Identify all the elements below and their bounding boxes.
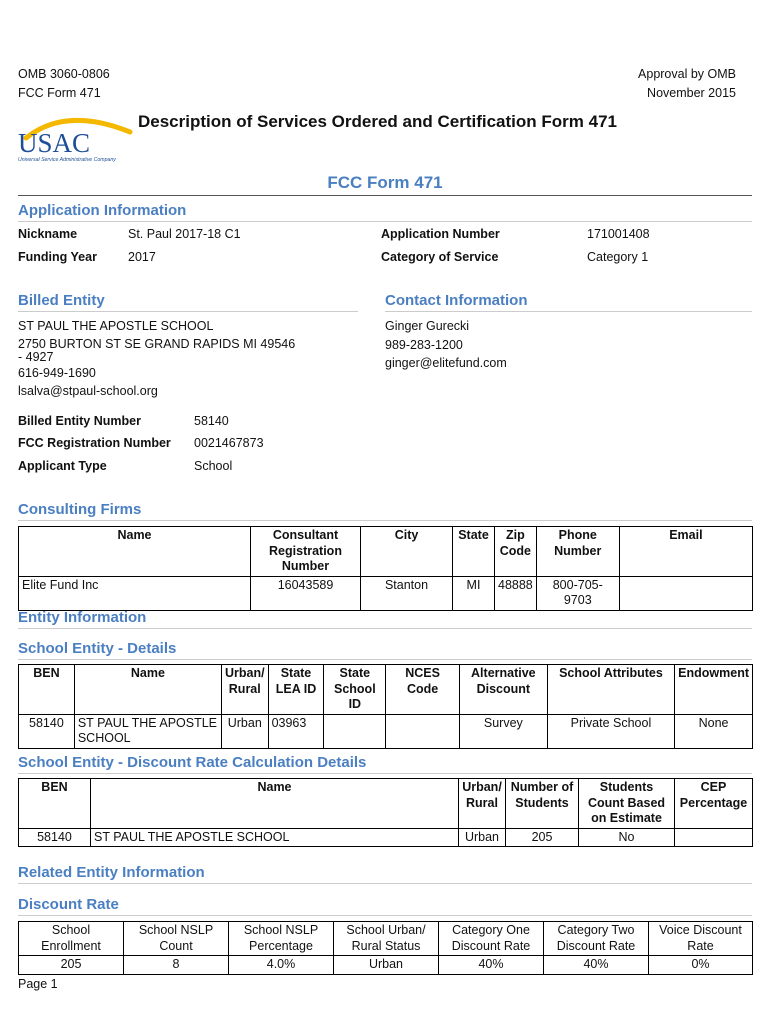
- section-divider: [18, 221, 752, 222]
- table-header-row: [19, 527, 753, 577]
- section-related-entity-information: Related Entity Information: [18, 864, 205, 881]
- nickname-value: St. Paul 2017-18 C1: [128, 227, 241, 241]
- table-cell: 800-705-9703: [536, 576, 619, 610]
- column-header: Alternative Discount: [459, 665, 547, 715]
- header-right: [638, 65, 736, 103]
- category-value: Category 1: [587, 250, 649, 264]
- applicant-type-value: School: [194, 459, 233, 473]
- column-header: Category Two Discount Rate: [544, 922, 649, 956]
- table-row: [19, 714, 753, 748]
- application-number-value: 171001408: [587, 227, 650, 241]
- table-header-row: [19, 779, 753, 829]
- column-header: School Enrollment: [19, 922, 124, 956]
- consulting-firms-table: [18, 526, 753, 611]
- column-header: Urban/ Rural: [221, 665, 268, 715]
- section-consulting-firms: Consulting Firms: [18, 501, 142, 518]
- column-header: BEN: [19, 665, 75, 715]
- usac-logo-mark: [16, 112, 134, 164]
- table-cell: 205: [19, 956, 124, 975]
- section-divider: [18, 883, 752, 884]
- column-header: State: [453, 527, 495, 577]
- table-cell: None: [675, 714, 753, 748]
- table-row: [19, 576, 753, 610]
- fcc-registration-label: FCC Registration Number: [18, 436, 171, 450]
- section-divider: [18, 311, 358, 312]
- column-header: Phone Number: [536, 527, 619, 577]
- billed-entity-address: 2750 BURTON ST SE GRAND RAPIDS MI 49546: [18, 337, 296, 351]
- column-header: School NSLP Percentage: [229, 922, 334, 956]
- ben-label: Billed Entity Number: [18, 414, 141, 428]
- section-divider: [18, 915, 752, 916]
- column-header: Category One Discount Rate: [439, 922, 544, 956]
- column-header: School Attributes: [547, 665, 674, 715]
- table-cell: 8: [124, 956, 229, 975]
- section-entity-information: Entity Information: [18, 609, 147, 626]
- table-cell: [619, 576, 752, 610]
- table-cell: Survey: [459, 714, 547, 748]
- document-title: Description of Services Ordered and Certification Form 471: [138, 112, 617, 131]
- billed-entity-block: [18, 317, 295, 400]
- table-cell: 4.0%: [229, 956, 334, 975]
- table-cell: 40%: [544, 956, 649, 975]
- column-header: School NSLP Count: [124, 922, 229, 956]
- table-cell: Urban: [221, 714, 268, 748]
- table-header-row: [19, 665, 753, 715]
- column-header: City: [361, 527, 453, 577]
- billed-entity-address-zip4: - 4927: [18, 350, 54, 364]
- section-divider: [18, 659, 752, 660]
- table-cell: [324, 714, 386, 748]
- discount-calculation-table: [18, 778, 753, 847]
- table-cell: ST PAUL THE APOSTLE SCHOOL: [74, 714, 221, 748]
- section-discount-rate-calculation: School Entity - Discount Rate Calculation Details: [18, 754, 367, 771]
- table-cell: [675, 828, 753, 847]
- table-cell: 16043589: [251, 576, 361, 610]
- section-discount-rate: Discount Rate: [18, 896, 119, 913]
- table-cell: 0%: [649, 956, 753, 975]
- column-header: Students Count Based on Estimate: [579, 779, 675, 829]
- title-divider: [18, 195, 752, 196]
- column-header: Consultant Registration Number: [251, 527, 361, 577]
- table-cell: 58140: [19, 828, 91, 847]
- section-divider: [18, 628, 752, 629]
- column-header: CEP Percentage: [675, 779, 753, 829]
- logo-text: USAC: [18, 128, 91, 158]
- table-cell: Stanton: [361, 576, 453, 610]
- column-header: BEN: [19, 779, 91, 829]
- form-title: FCC Form 471: [327, 173, 443, 192]
- billed-entity-phone: 616-949-1690: [18, 366, 96, 380]
- applicant-type-label: Applicant Type: [18, 459, 107, 473]
- table-cell: 40%: [439, 956, 544, 975]
- column-header: Name: [19, 527, 251, 577]
- table-row: [19, 828, 753, 847]
- approval-date: November 2015: [647, 86, 736, 100]
- column-header: Number of Students: [506, 779, 579, 829]
- section-divider: [385, 311, 752, 312]
- nickname-label: Nickname: [18, 227, 78, 241]
- category-label: Category of Service: [381, 250, 499, 264]
- column-header: Endowment: [675, 665, 753, 715]
- ben-value: 58140: [194, 414, 229, 428]
- section-contact-information: Contact Information: [385, 292, 528, 309]
- section-school-entity-details: School Entity - Details: [18, 640, 177, 657]
- section-divider: [18, 520, 752, 521]
- table-cell: MI: [453, 576, 495, 610]
- contact-email[interactable]: ginger@elitefund.com: [385, 356, 507, 370]
- application-number-label: Application Number: [381, 227, 500, 241]
- form-id: FCC Form 471: [18, 86, 101, 100]
- column-header: Name: [91, 779, 459, 829]
- page-number: Page 1: [18, 977, 58, 991]
- table-cell: Urban: [334, 956, 439, 975]
- table-cell: Urban: [459, 828, 506, 847]
- column-header: Zip Code: [495, 527, 537, 577]
- billed-entity-name: ST PAUL THE APOSTLE SCHOOL: [18, 319, 214, 333]
- section-billed-entity: Billed Entity: [18, 292, 105, 309]
- usac-logo: [16, 112, 134, 164]
- funding-year-value: 2017: [128, 250, 156, 264]
- table-header-row: [19, 922, 753, 956]
- table-cell: Elite Fund Inc: [19, 576, 251, 610]
- column-header: Name: [74, 665, 221, 715]
- table-cell: 48888: [495, 576, 537, 610]
- section-application-information: Application Information: [18, 202, 187, 219]
- discount-rate-table: [18, 921, 753, 975]
- table-cell: 205: [506, 828, 579, 847]
- table-cell: [386, 714, 460, 748]
- column-header: State School ID: [324, 665, 386, 715]
- table-cell: 58140: [19, 714, 75, 748]
- billed-entity-email[interactable]: lsalva@stpaul-school.org: [18, 384, 158, 398]
- logo-subtext: Universal Service Administrative Company: [18, 157, 116, 163]
- contact-phone: 989-283-1200: [385, 337, 463, 352]
- approval-text: Approval by OMB: [638, 67, 736, 81]
- table-cell: 03963: [268, 714, 324, 748]
- column-header: Urban/ Rural: [459, 779, 506, 829]
- school-entity-details-table: [18, 664, 753, 749]
- funding-year-label: Funding Year: [18, 250, 97, 264]
- section-divider: [18, 773, 752, 774]
- column-header: Voice Discount Rate: [649, 922, 753, 956]
- table-cell: No: [579, 828, 675, 847]
- header-left: [18, 65, 110, 103]
- column-header: School Urban/ Rural Status: [334, 922, 439, 956]
- table-row: [19, 956, 753, 975]
- column-header: State LEA ID: [268, 665, 324, 715]
- table-cell: ST PAUL THE APOSTLE SCHOOL: [91, 828, 459, 847]
- fcc-registration-value: 0021467873: [194, 436, 264, 450]
- table-cell: Private School: [547, 714, 674, 748]
- column-header: Email: [619, 527, 752, 577]
- column-header: NCES Code: [386, 665, 460, 715]
- contact-name: Ginger Gurecki: [385, 319, 470, 333]
- omb-number: OMB 3060-0806: [18, 67, 110, 81]
- contact-block: [385, 317, 507, 373]
